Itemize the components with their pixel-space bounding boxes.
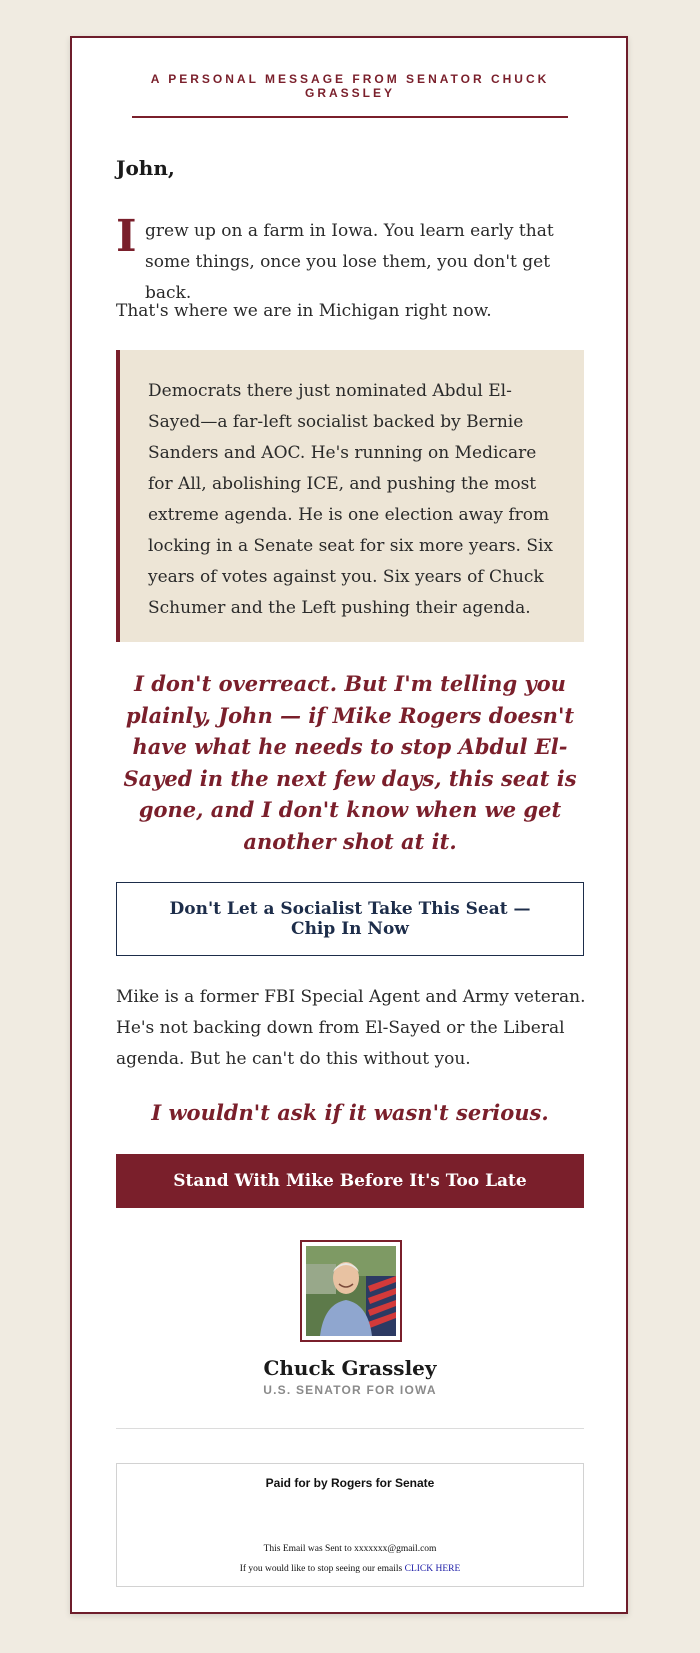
unsubscribe-link[interactable]: CLICK HERE <box>404 1564 461 1574</box>
stand-with-mike-button[interactable] <box>116 1154 584 1208</box>
email-header-title: A PERSONAL MESSAGE FROM SENATOR CHUCK GRASSLEY <box>150 72 550 100</box>
senator-photo-frame <box>300 1240 402 1342</box>
unsubscribe-line <box>117 1564 583 1574</box>
plea-text: I don't overreact. But I'm telling you plainly, John — if Mike Rogers doesn't have what he needs to stop Abdul El-Sayed in the next few days, this seat is gone, and I don't know when we get another shot at it. <box>123 671 577 854</box>
stand-with-mike-button-label: Stand With Mike Before It's Too Late <box>173 1171 527 1191</box>
header-divider <box>132 116 568 118</box>
chip-in-button[interactable] <box>116 882 584 956</box>
mike-bio-paragraph: Mike is a former FBI Special Agent and Army veteran. He's not backing down from El-Sayed or the Liberal agenda. But he can't do this without you. <box>116 987 586 1069</box>
email-card <box>70 36 628 1614</box>
disclaimer-box <box>116 1463 584 1587</box>
signer-title: U.S. SENATOR FOR IOWA <box>263 1383 437 1397</box>
chip-in-button-label: Don't Let a Socialist Take This Seat — Chip In Now <box>169 899 531 939</box>
michigan-paragraph: That's where we are in Michigan right now. <box>116 301 492 321</box>
unsubscribe-text: If you would like to stop seeing our emails <box>239 1564 403 1574</box>
greeting: John, <box>116 156 175 180</box>
drop-cap: I <box>116 211 137 262</box>
callout-box <box>116 350 584 642</box>
signer-name: Chuck Grassley <box>263 1356 437 1380</box>
recipient-notice: This Email was Sent to xxxxxxx@gmail.com <box>263 1544 437 1554</box>
intro-paragraph: grew up on a farm in Iowa. You learn early that some things, once you lose them, you don't get back. <box>145 221 554 303</box>
senator-photo <box>306 1246 396 1336</box>
callout-text: Democrats there just nominated Abdul El-Sayed—a far-left socialist backed by Bernie Sanders and AOC. He's running on Medicare for All, abolishing ICE, and pushing the most extreme agenda. He is one election away from locking in a Senate seat for six more years. Six years of votes against you. Six years of Chuck Schumer and the Left pushing their agenda. <box>148 381 554 618</box>
serious-line: I wouldn't ask if it wasn't serious. <box>151 1100 549 1125</box>
footer-divider <box>116 1428 584 1429</box>
paid-for-disclaimer: Paid for by Rogers for Senate <box>265 1476 435 1490</box>
